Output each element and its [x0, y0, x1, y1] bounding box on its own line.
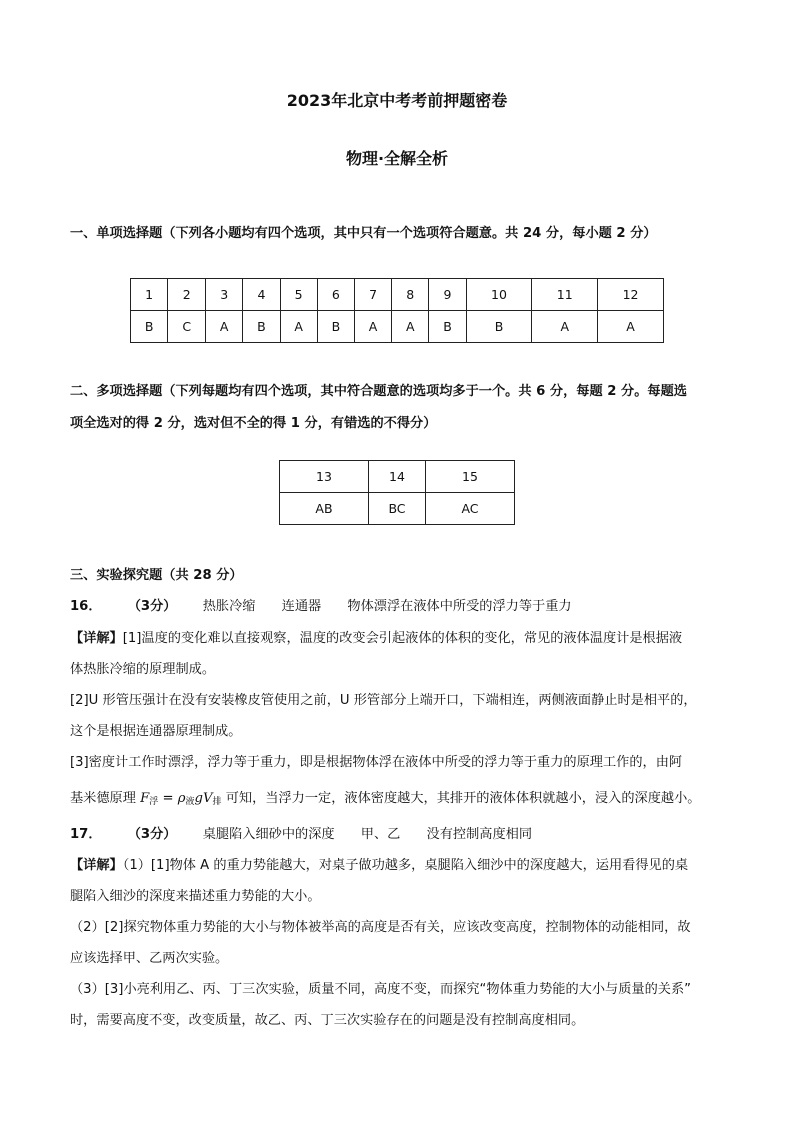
q17-detail-2: （2）[2]探究物体重力势能的大小与物体被举高的高度是否有关，应该改变高度，控制物体的动能相同，故 — [70, 920, 691, 935]
section2-answer-table — [279, 460, 515, 525]
section2-heading-line2: 项全选对的得 2 分，选对但不全的得 1 分，有错选的不得分） — [70, 416, 437, 431]
question-number: 12 — [598, 279, 664, 311]
q16-score: （3分） — [127, 599, 177, 614]
question-number: 3 — [206, 279, 243, 311]
q16-detail-2b: 这个是根据连通器原理制成。 — [70, 724, 242, 739]
question-number: 13 — [280, 461, 369, 493]
q17-answer-2: 甲、乙 — [360, 827, 401, 842]
q17-detail-3: （3）[3]小亮利用乙、丙、丁三次实验，质量不同，高度不变，而探究“物体重力势能的大小与质量的关系” — [70, 982, 691, 997]
detail-text: 基米德原理 — [70, 791, 136, 806]
question-number: 4 — [243, 279, 280, 311]
section3-heading: 三、实验探究题（共 28 分） — [70, 568, 243, 583]
answer-cell: C — [168, 311, 206, 343]
question-number: 11 — [532, 279, 598, 311]
section2-heading-line1: 二、多项选择题（下列每题均有四个选项，其中符合题意的选项均多于一个。共 6 分，每题 2 分。每题选 — [70, 384, 687, 399]
question-number: 10 — [466, 279, 532, 311]
question-number: 1 — [131, 279, 168, 311]
section1-heading: 一、单项选择题（下列各小题均有四个选项，其中只有一个选项符合题意。共 24 分，每小题 2 分） — [70, 226, 657, 241]
q17-detail-3b: 时，需要高度不变，改变质量，故乙、丙、丁三次实验存在的问题是没有控制高度相同。 — [70, 1013, 585, 1028]
detail-label: 【详解】 — [70, 858, 123, 873]
answer-cell: A — [532, 311, 598, 343]
q17-detail-1 — [70, 854, 730, 873]
table-row — [280, 461, 515, 493]
question-number: 8 — [392, 279, 429, 311]
question-number: 2 — [168, 279, 206, 311]
question-number: 14 — [369, 461, 426, 493]
q16-detail-1b: 体热胀冷缩的原理制成。 — [70, 662, 216, 677]
answer-cell: A — [206, 311, 243, 343]
archimedes-formula: $F_浮 = \rho_液gV_排$ — [140, 791, 222, 807]
detail-text: 可知，当浮力一定，液体密度越大，其排开的液体体积就越小，浸入的深度越小。 — [225, 791, 701, 806]
answer-cell: AC — [426, 493, 515, 525]
answer-cell: B — [131, 311, 168, 343]
answer-cell: A — [598, 311, 664, 343]
q17-number: 17． — [70, 827, 102, 842]
section1-answer-table — [130, 278, 664, 343]
page-title: 2023年北京中考考前押题密卷 — [286, 91, 508, 110]
table-row — [131, 279, 664, 311]
q16-detail-3: [3]密度计工作时漂浮，浮力等于重力，即是根据物体浮在液体中所受的浮力等于重力的原理工作的，由阿 — [70, 755, 683, 770]
question-number: 15 — [426, 461, 515, 493]
q17-answer-line — [70, 823, 730, 842]
q17-detail-1b: 腿陷入细沙的深度来描述重力势能的大小。 — [70, 889, 321, 904]
table-row — [131, 311, 664, 343]
question-number: 5 — [280, 279, 317, 311]
answer-cell: B — [243, 311, 280, 343]
answer-cell: A — [392, 311, 429, 343]
detail-text: [1]温度的变化难以直接观察，温度的改变会引起液体的体积的变化，常见的液体温度计是根据液 — [122, 631, 683, 646]
q16-answer-line — [70, 595, 730, 614]
answer-cell: B — [429, 311, 466, 343]
answer-cell: B — [466, 311, 532, 343]
q16-detail-2: [2]U 形管压强计在没有安装橡皮管使用之前，U 形管部分上端开口，下端相连，两侧液面静止时是相平的， — [70, 693, 697, 708]
detail-text: （1）[1]物体 A 的重力势能越大，对桌子做功越多，桌腿陷入细沙中的深度越大，运用看得见的桌 — [122, 858, 689, 873]
question-number: 7 — [354, 279, 391, 311]
q16-answer-2: 连通器 — [281, 599, 322, 614]
q16-answer-3: 物体漂浮在液体中所受的浮力等于重力 — [347, 599, 572, 614]
answer-cell: AB — [280, 493, 369, 525]
table-row — [280, 493, 515, 525]
q17-score: （3分） — [127, 827, 177, 842]
q17-detail-2b: 应该选择甲、乙两次实验。 — [70, 951, 229, 966]
q17-answer-1: 桌腿陷入细砂中的深度 — [202, 827, 335, 842]
question-number: 6 — [317, 279, 354, 311]
q16-detail-3b — [70, 787, 730, 807]
answer-cell: A — [354, 311, 391, 343]
q16-detail-1 — [70, 627, 730, 646]
answer-cell: BC — [369, 493, 426, 525]
answer-cell: A — [280, 311, 317, 343]
detail-label: 【详解】 — [70, 631, 123, 646]
q16-answer-1: 热胀冷缩 — [202, 599, 256, 614]
question-number: 9 — [429, 279, 466, 311]
answer-cell: B — [317, 311, 354, 343]
page-subtitle: 物理·全解全析 — [345, 149, 449, 168]
q16-number: 16． — [70, 599, 102, 614]
q17-answer-3: 没有控制高度相同 — [426, 827, 533, 842]
